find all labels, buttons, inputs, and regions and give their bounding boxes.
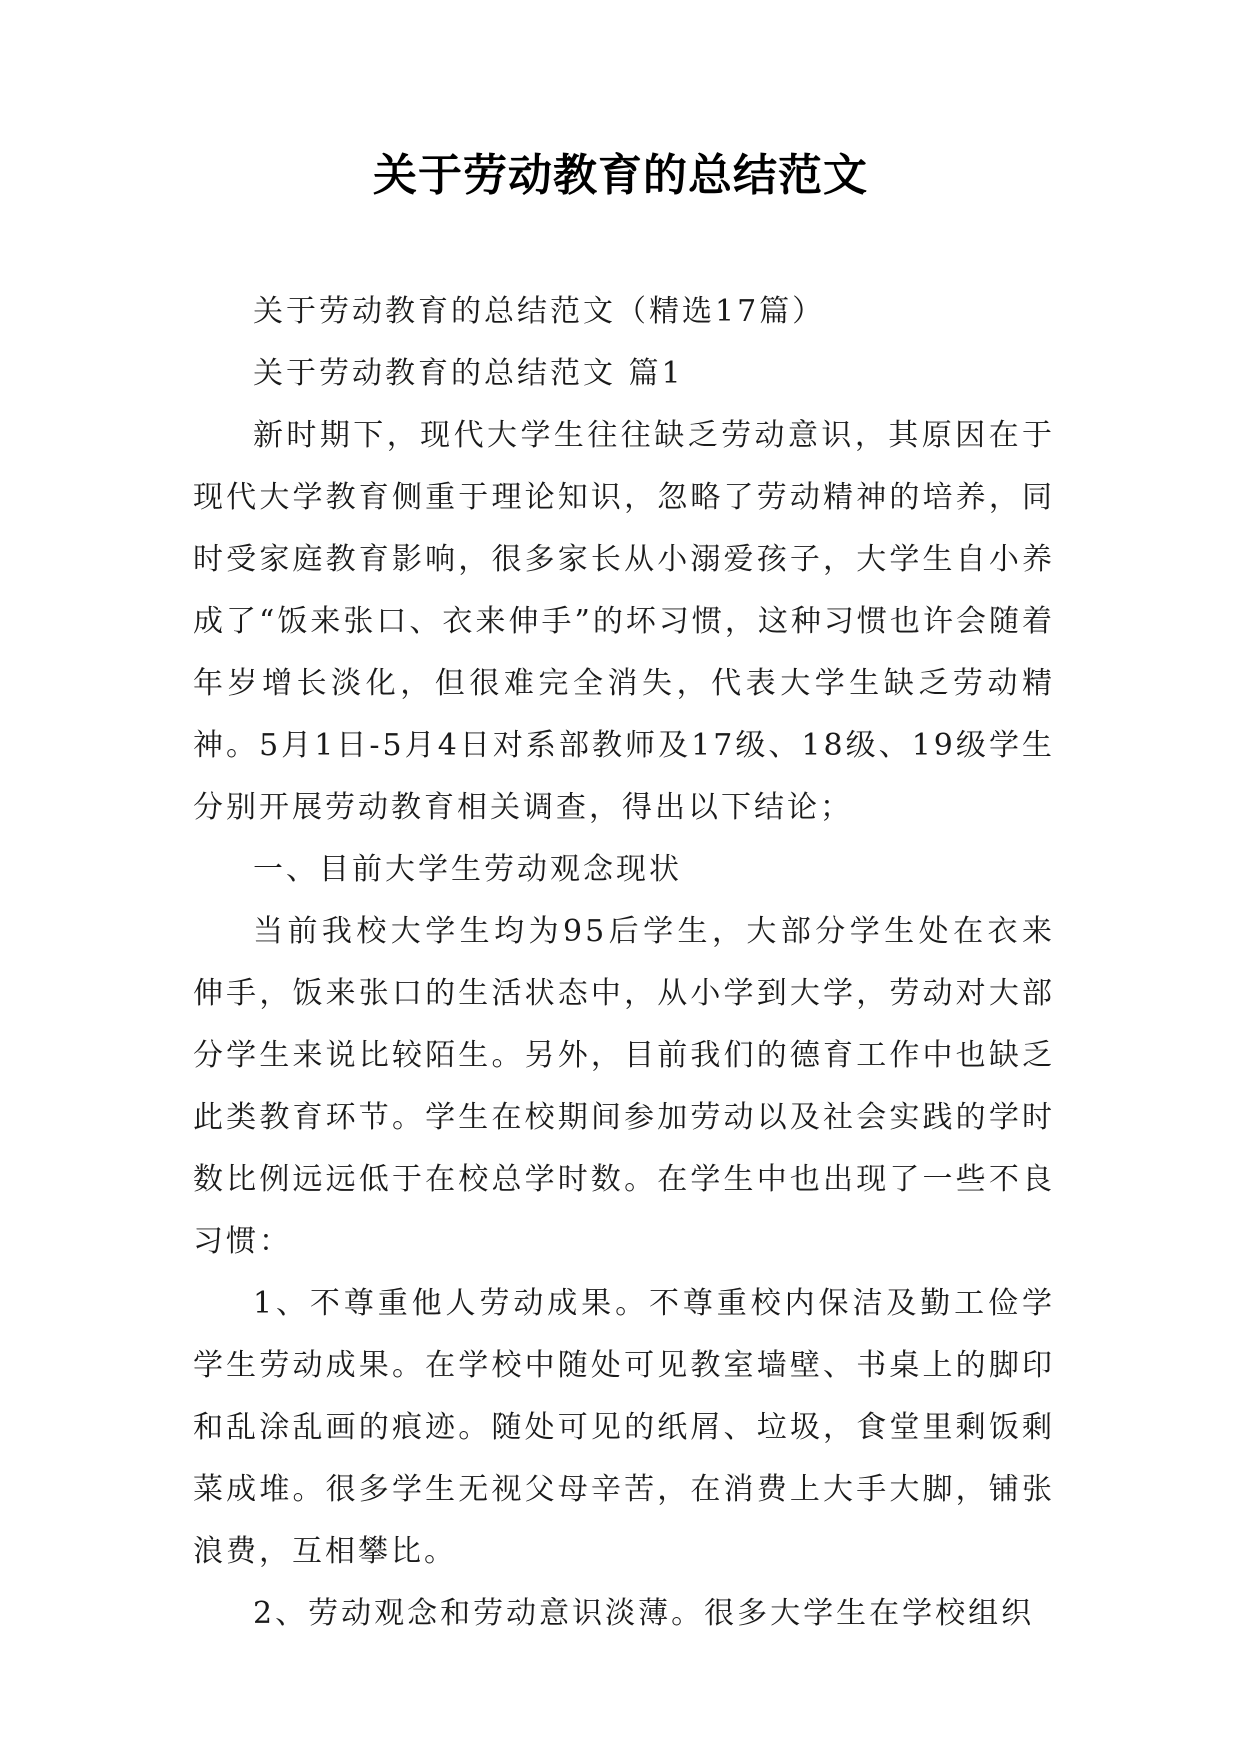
document-body <box>193 281 1055 1645</box>
body-paragraph: 2、劳动观念和劳动意识淡薄。很多大学生在学校组织 <box>253 1596 1035 1631</box>
document-title: 关于劳动教育的总结范文 <box>373 150 868 201</box>
body-paragraph: 新时期下，现代大学生往往缺乏劳动意识，其原因在于现代大学教育侧重于理论知识，忽略了劳动精神的培养，同时受家庭教育影响，很多家长从小溺爱孩子，大学生自小养成了“饭来张口、衣来伸手”的坏习惯，这种习惯也许会随着年岁增长淡化，但很难完全消失，代表大学生缺乏劳动精神。5月1日-5月4日对系部教师及17级、18级、19级学生分别开展劳动教育相关调查，得出以下结论； <box>193 418 1055 825</box>
section-heading: 关于劳动教育的总结范文 篇1 <box>253 356 684 391</box>
section-heading: 一、目前大学生劳动观念现状 <box>253 852 682 887</box>
body-paragraph: 1、不尊重他人劳动成果。不尊重校内保洁及勤工俭学学生劳动成果。在学校中随处可见教室墙壁、书桌上的脚印和乱涂乱画的痕迹。随处可见的纸屑、垃圾，食堂里剩饭剩菜成堆。很多学生无视父母辛苦，在消费上大手大脚，铺张浪费，互相攀比。 <box>193 1286 1055 1569</box>
subtitle-paragraph: 关于劳动教育的总结范文（精选17篇） <box>253 294 826 329</box>
body-paragraph: 当前我校大学生均为95后学生，大部分学生处在衣来伸手，饭来张口的生活状态中，从小学到大学，劳动对大部分学生来说比较陌生。另外，目前我们的德育工作中也缺乏此类教育环节。学生在校期间参加劳动以及社会实践的学时数比例远远低于在校总学时数。在学生中也出现了一些不良习惯： <box>193 914 1055 1259</box>
